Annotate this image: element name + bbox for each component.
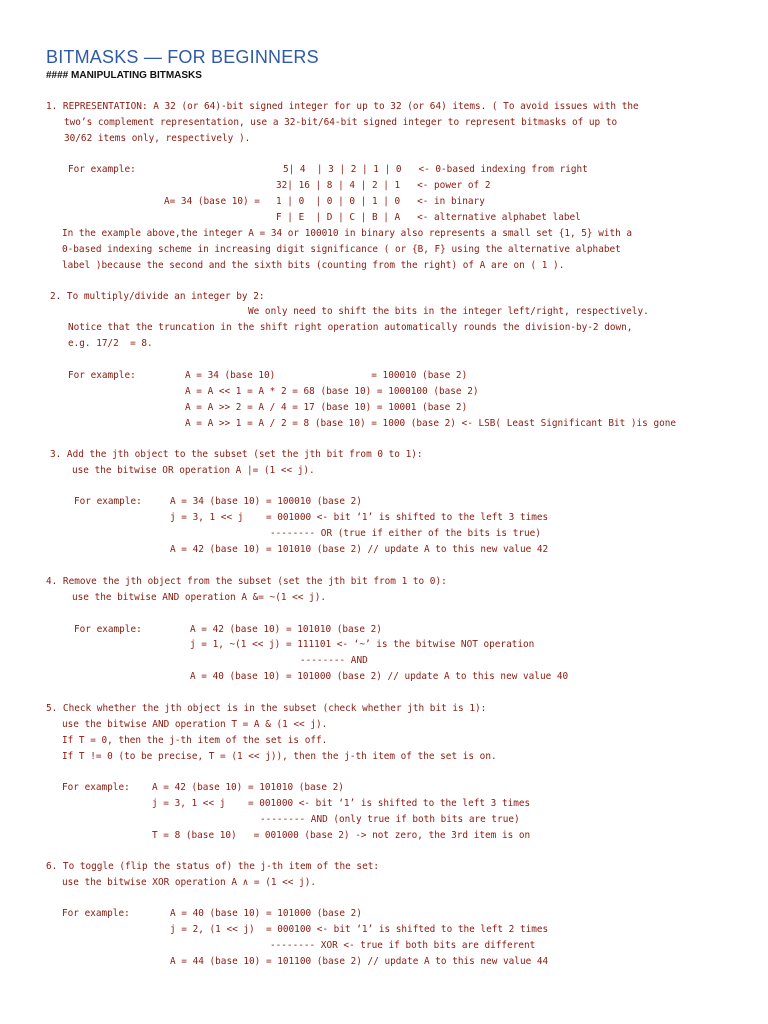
s2-example-1: A = 34 (base 10) = 100010 (base 2) [185, 370, 468, 381]
s1-example-label: For example: [68, 164, 136, 175]
s4-line-2: use the bitwise AND operation A &= ~(1 << j). [72, 592, 326, 603]
s6-example-label: For example: [62, 908, 130, 919]
s3-example-label: For example: [74, 496, 142, 507]
s3-line-2: use the bitwise OR operation A |= (1 << j). [72, 465, 315, 476]
s2-example-2: A = A << 1 = A * 2 = 68 (base 10) = 1000100 (base 2) [185, 386, 479, 397]
s2-line-1: 2. To multiply/divide an integer by 2: [50, 291, 265, 302]
s3-example-1: A = 34 (base 10) = 100010 (base 2) [170, 496, 362, 507]
s5-example-4: T = 8 (base 10) = 001000 (base 2) -> not zero, the 3rd item is on [152, 830, 531, 841]
s2-line-2: We only need to shift the bits in the integer left/right, respectively. [248, 306, 649, 317]
s3-line-1: 3. Add the jth object to the subset (set the jth bit from 0 to 1): [50, 449, 423, 460]
s1-table-row-4: F | E | D | C | B | A <- alternative alphabet label [276, 212, 581, 223]
s1-paragraph-1: In the example above,the integer A = 34 or 100010 in binary also represents a small set {1, 5} with a [62, 228, 633, 239]
s6-example-1: A = 40 (base 10) = 101000 (base 2) [170, 908, 362, 919]
s6-line-1: 6. To toggle (flip the status of) the j-th item of the set: [46, 861, 380, 872]
s4-example-4: A = 40 (base 10) = 101000 (base 2) // update A to this new value 40 [190, 671, 569, 682]
page-title: BITMASKS — FOR BEGINNERS [46, 47, 319, 67]
s1-paragraph-3: label )because the second and the sixth bits (counting from the right) of A are on ( 1 ). [62, 260, 565, 271]
s6-line-2: use the bitwise XOR operation A ∧ = (1 << j). [62, 877, 316, 888]
s3-example-2: j = 3, 1 << j = 001000 <- bit ‘1’ is shifted to the left 3 times [170, 512, 549, 523]
s3-example-4: A = 42 (base 10) = 101010 (base 2) // update A to this new value 42 [170, 544, 549, 555]
s2-line-4: e.g. 17/2 = 8. [68, 338, 153, 349]
s5-example-3: -------- AND (only true if both bits are true) [260, 814, 520, 825]
s1-table-row-3-label: A= 34 (base 10) = [164, 196, 260, 207]
s1-table-row-1: 5| 4 | 3 | 2 | 1 | 0 <- 0-based indexing from right [283, 164, 588, 175]
s4-example-3: -------- AND [300, 655, 368, 666]
s5-example-2: j = 3, 1 << j = 001000 <- bit ‘1’ is shifted to the left 3 times [152, 798, 531, 809]
s1-line-2: two’s complement representation, use a 32-bit/64-bit signed integer to represent bitmasks of up to [64, 117, 618, 128]
s1-line-1: 1. REPRESENTATION: A 32 (or 64)-bit signed integer for up to 32 (or 64) items. ( To avoid issues with the [46, 101, 639, 112]
s5-line-4: If T != 0 (to be precise, T = (1 << j)), then the j-th item of the set is on. [62, 751, 497, 762]
s3-example-3: -------- OR (true if either of the bits is true) [270, 528, 541, 539]
s2-line-3: Notice that the truncation in the shift right operation automatically rounds the division-by-2 down, [68, 322, 633, 333]
s2-example-3: A = A >> 2 = A / 4 = 17 (base 10) = 10001 (base 2) [185, 402, 468, 413]
s5-line-1: 5. Check whether the jth object is in the subset (check whether jth bit is 1): [46, 703, 487, 714]
s4-example-1: A = 42 (base 10) = 101010 (base 2) [190, 624, 382, 635]
s4-line-1: 4. Remove the jth object from the subset (set the jth bit from 1 to 0): [46, 576, 447, 587]
s2-example-4: A = A >> 1 = A / 2 = 8 (base 10) = 1000 (base 2) <- LSB( Least Significant Bit )is gone [185, 418, 677, 429]
s4-example-2: j = 1, ~(1 << j) = 111101 <- ‘~’ is the bitwise NOT operation [190, 639, 535, 650]
s2-example-label: For example: [68, 370, 136, 381]
s1-table-row-3: 1 | 0 | 0 | 0 | 1 | 0 <- in binary [276, 196, 485, 207]
s1-paragraph-2: 0-based indexing scheme in increasing digit significance ( or {B, F} using the alternative alphabet [62, 244, 621, 255]
s1-table-row-2: 32| 16 | 8 | 4 | 2 | 1 <- power of 2 [276, 180, 491, 191]
s1-line-3: 30/62 items only, respectively ). [64, 133, 251, 144]
s5-example-label: For example: [62, 782, 130, 793]
s5-line-3: If T = 0, then the j-th item of the set is off. [62, 735, 328, 746]
page-subtitle: #### MANIPULATING BITMASKS [46, 70, 202, 81]
s5-example-1: A = 42 (base 10) = 101010 (base 2) [152, 782, 344, 793]
s6-example-4: A = 44 (base 10) = 101100 (base 2) // update A to this new value 44 [170, 956, 549, 967]
s4-example-label: For example: [74, 624, 142, 635]
s6-example-3: -------- XOR <- true if both bits are different [270, 940, 536, 951]
s6-example-2: j = 2, (1 << j) = 000100 <- bit ‘1’ is shifted to the left 2 times [170, 924, 549, 935]
s5-line-2: use the bitwise AND operation T = A & (1 << j). [62, 719, 328, 730]
